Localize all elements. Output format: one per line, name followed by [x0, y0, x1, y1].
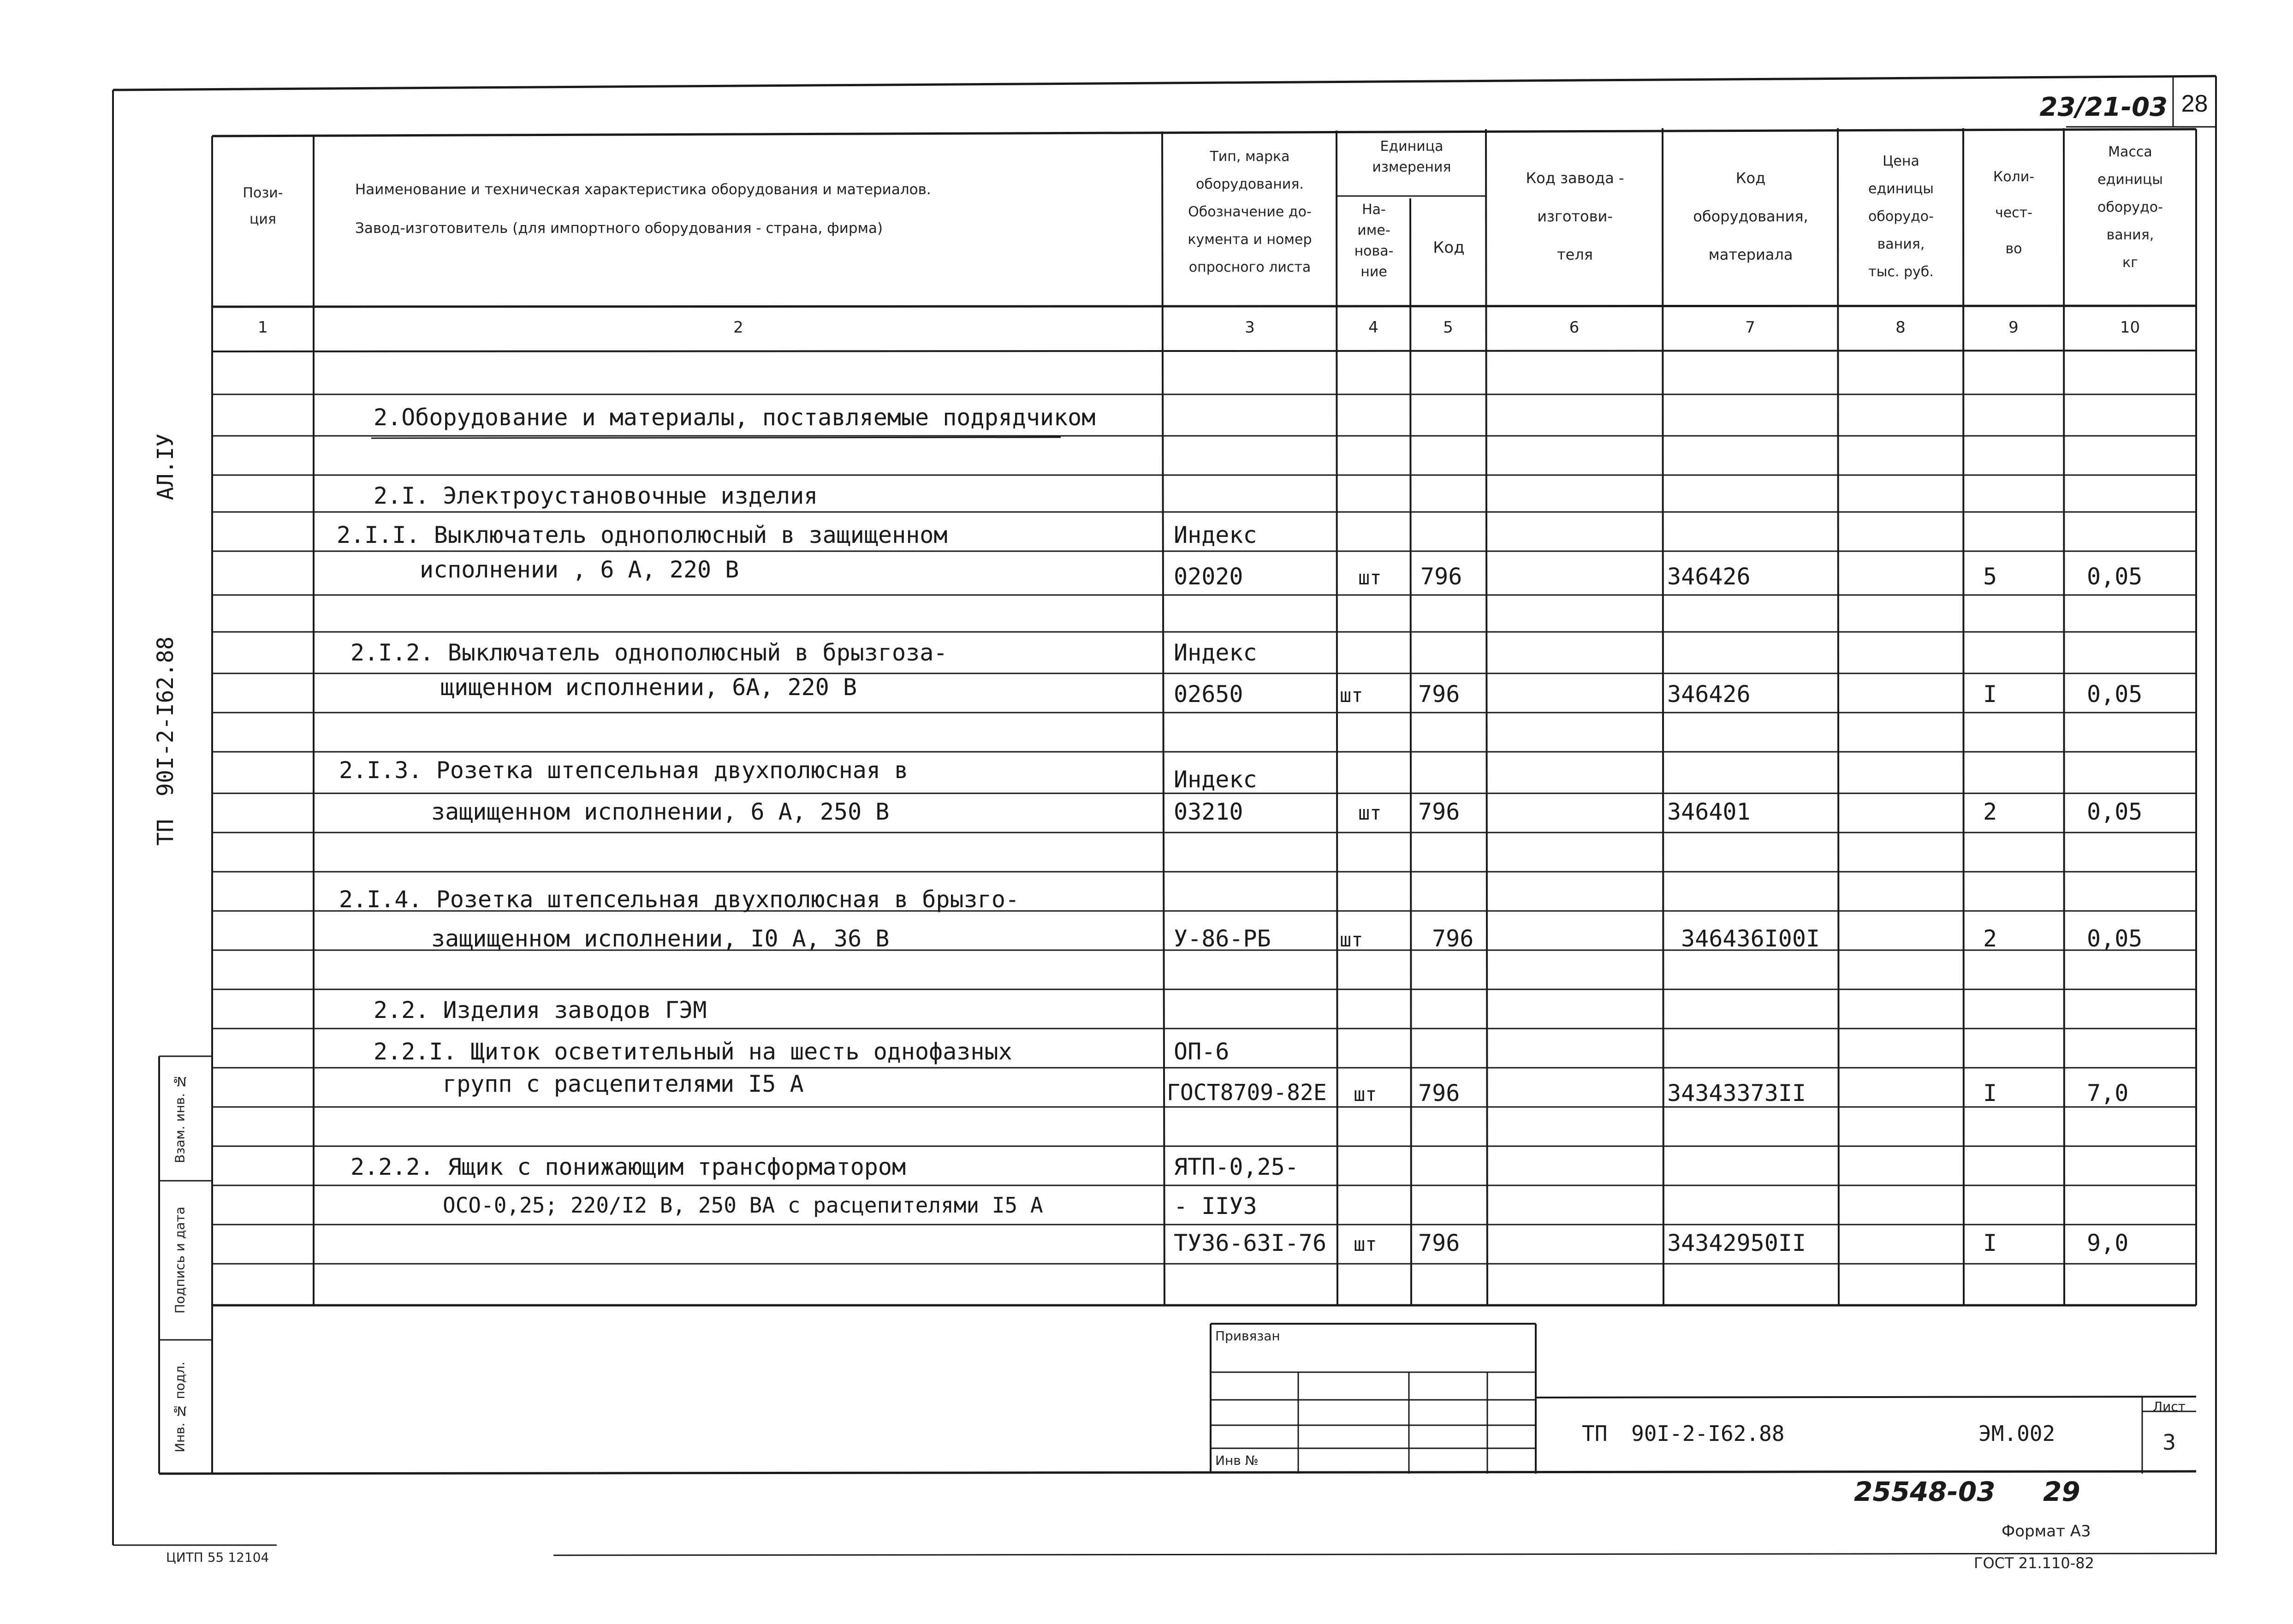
- stamp-original-inventory: Инв. № подл.: [172, 1361, 188, 1452]
- item-type-label: Индекс: [1174, 522, 1257, 548]
- column-number: 3: [1245, 318, 1255, 337]
- item-mass: 0,05: [2087, 925, 2143, 952]
- item-name-line2: ОСО-0,25; 220/I2 В, 250 ВА с расцепителями I5 А: [443, 1193, 1043, 1218]
- column-number: 7: [1745, 318, 1755, 337]
- item-mass: 0,05: [2087, 798, 2143, 825]
- item-name-line1: 2.2.I. Щиток осветительный на шесть однофазных: [374, 1038, 1012, 1065]
- item-unit: шт: [1354, 1083, 1377, 1106]
- item-type-value: ГОСТ8709-82Е: [1167, 1080, 1327, 1106]
- header-position: Пози- ция: [243, 185, 283, 227]
- document-code: ЭМ.002: [1978, 1421, 2055, 1446]
- item-unit-code: 796: [1418, 681, 1460, 708]
- item-type-value: 02650: [1174, 681, 1243, 708]
- item-name-line1: 2.I.2. Выключатель однополюсный в брызгоза-: [350, 639, 948, 666]
- item-unit: шт: [1358, 802, 1382, 824]
- item-name-line2: групп с расцепителями I5 А: [443, 1071, 804, 1097]
- column-number: 1: [258, 318, 268, 337]
- item-name-line1: 2.I.4. Розетка штепсельная двухполюсная в брызго-: [339, 886, 1020, 913]
- item-unit-code: 796: [1418, 1230, 1460, 1256]
- sheet-number-top: 28: [2181, 90, 2208, 117]
- item-type-label: Индекс: [1174, 639, 1257, 666]
- item-unit: шт: [1340, 684, 1363, 707]
- column-number: 2: [733, 318, 743, 337]
- header-unit-code: Код: [1433, 238, 1465, 257]
- header-name: Наименование и техническая характеристика оборудования и материалов. Завод-изготовитель (для импортного оборудования - страна, фирма): [355, 181, 931, 237]
- item-type-label: ОП-6: [1174, 1038, 1230, 1065]
- item-quantity: I: [1983, 1080, 1997, 1106]
- section-heading-main: 2.Оборудование и материалы, поставляемые подрядчиком: [374, 404, 1096, 431]
- column-number: 5: [1443, 318, 1453, 337]
- header-quantity: Коли- чест- во: [1993, 169, 2035, 257]
- item-quantity: 2: [1983, 798, 1997, 825]
- item-unit-code: 796: [1418, 1080, 1460, 1106]
- column-number: 8: [1895, 318, 1906, 337]
- column-number: 10: [2120, 318, 2140, 337]
- item-equipment-code: 346426: [1667, 563, 1751, 590]
- header-equipment-code: Код оборудования, материала: [1693, 169, 1808, 264]
- item-equipment-code: 346426: [1667, 681, 1751, 708]
- item-quantity: I: [1983, 1230, 1997, 1256]
- item-type-label: Индекс: [1174, 766, 1257, 793]
- column-number: 4: [1368, 318, 1378, 337]
- item-quantity: I: [1983, 681, 1997, 708]
- item-name-line1: 2.I.3. Розетка штепсельная двухполюсная в: [339, 757, 909, 784]
- item-type-value-extra: ТУ36-63I-76: [1174, 1230, 1327, 1256]
- item-unit-code: 796: [1420, 563, 1462, 590]
- item-equipment-code: 34343373II: [1667, 1080, 1806, 1106]
- section-heading-21: 2.I. Электроустановочные изделия: [374, 482, 818, 509]
- item-name-line1: 2.2.2. Ящик с понижающим трансформатором: [350, 1154, 906, 1180]
- header-type: Тип, марка оборудования. Обозначение до- кумента и номер опросного листа: [1188, 149, 1312, 275]
- album-label: АЛ.IУ: [153, 434, 178, 500]
- item-quantity: 5: [1983, 563, 1997, 590]
- item-unit: шт: [1340, 928, 1363, 951]
- item-mass: 0,05: [2087, 563, 2143, 590]
- item-equipment-code: 346436I00I: [1681, 925, 1820, 952]
- header-factory-code: Код завода - изготови- теля: [1526, 169, 1624, 264]
- gost-label: ГОСТ 21.110-82: [1974, 1554, 2094, 1572]
- header-unit-group: Единица измерения: [1372, 138, 1451, 175]
- sheet-label: Лист: [2153, 1399, 2186, 1414]
- item-unit-code: 796: [1418, 798, 1460, 825]
- project-label: ТП 90I-2-I62.88: [153, 637, 178, 846]
- column-number: 9: [2008, 318, 2019, 337]
- inventory-number-label: Инв №: [1215, 1453, 1259, 1468]
- item-mass: 9,0: [2087, 1230, 2129, 1256]
- header-price: Цена единицы оборудо- вания, тыс. руб.: [1868, 153, 1934, 280]
- item-equipment-code: 346401: [1667, 798, 1751, 825]
- item-name-line1: 2.I.I. Выключатель однополюсный в защищенном: [337, 522, 948, 548]
- sheet-value: 3: [2162, 1430, 2176, 1455]
- linked-label: Привязан: [1215, 1328, 1280, 1344]
- header-mass: Масса единицы оборудо- вания, кг: [2097, 144, 2163, 271]
- section-heading-22: 2.2. Изделия заводов ГЭМ: [374, 997, 707, 1023]
- item-quantity: 2: [1983, 925, 1997, 952]
- item-type-value: 03210: [1174, 798, 1243, 825]
- stamp-replace-inventory: Взам. инв. №: [172, 1074, 188, 1163]
- item-type-value: - IIУ3: [1174, 1193, 1257, 1219]
- item-mass: 7,0: [2087, 1080, 2129, 1106]
- handwritten-page: 29: [2043, 1476, 2080, 1507]
- item-equipment-code: 34342950II: [1667, 1230, 1806, 1256]
- item-name-line2: щищенном исполнении, 6А, 220 В: [440, 674, 857, 701]
- item-type-value: У-86-РБ: [1174, 925, 1271, 952]
- header-unit-name: На- име- нова- ние: [1354, 202, 1394, 280]
- sheet-code-top: 23/21-03: [2039, 92, 2168, 122]
- item-name-line2: защищенном исполнении, 6 А, 250 В: [431, 798, 890, 825]
- print-code: ЦИТП 55 12104: [166, 1550, 269, 1565]
- document-designation: ТП 90I-2-I62.88: [1582, 1421, 1785, 1446]
- item-name-line2: защищенном исполнении, I0 А, 36 В: [431, 925, 890, 952]
- item-unit: шт: [1354, 1233, 1377, 1255]
- item-name-line2: исполнении , 6 А, 220 В: [420, 556, 739, 583]
- column-number: 6: [1569, 318, 1580, 337]
- item-unit-code: 796: [1432, 925, 1474, 952]
- item-type-label: ЯТП-0,25-: [1174, 1154, 1299, 1180]
- item-mass: 0,05: [2087, 681, 2143, 708]
- stamp-signature-date: Подпись и дата: [172, 1207, 188, 1314]
- item-type-value: 02020: [1174, 563, 1243, 590]
- item-unit: шт: [1358, 566, 1382, 589]
- handwritten-code: 25548-03: [1854, 1476, 1996, 1507]
- format-label: Формат А3: [2002, 1522, 2091, 1541]
